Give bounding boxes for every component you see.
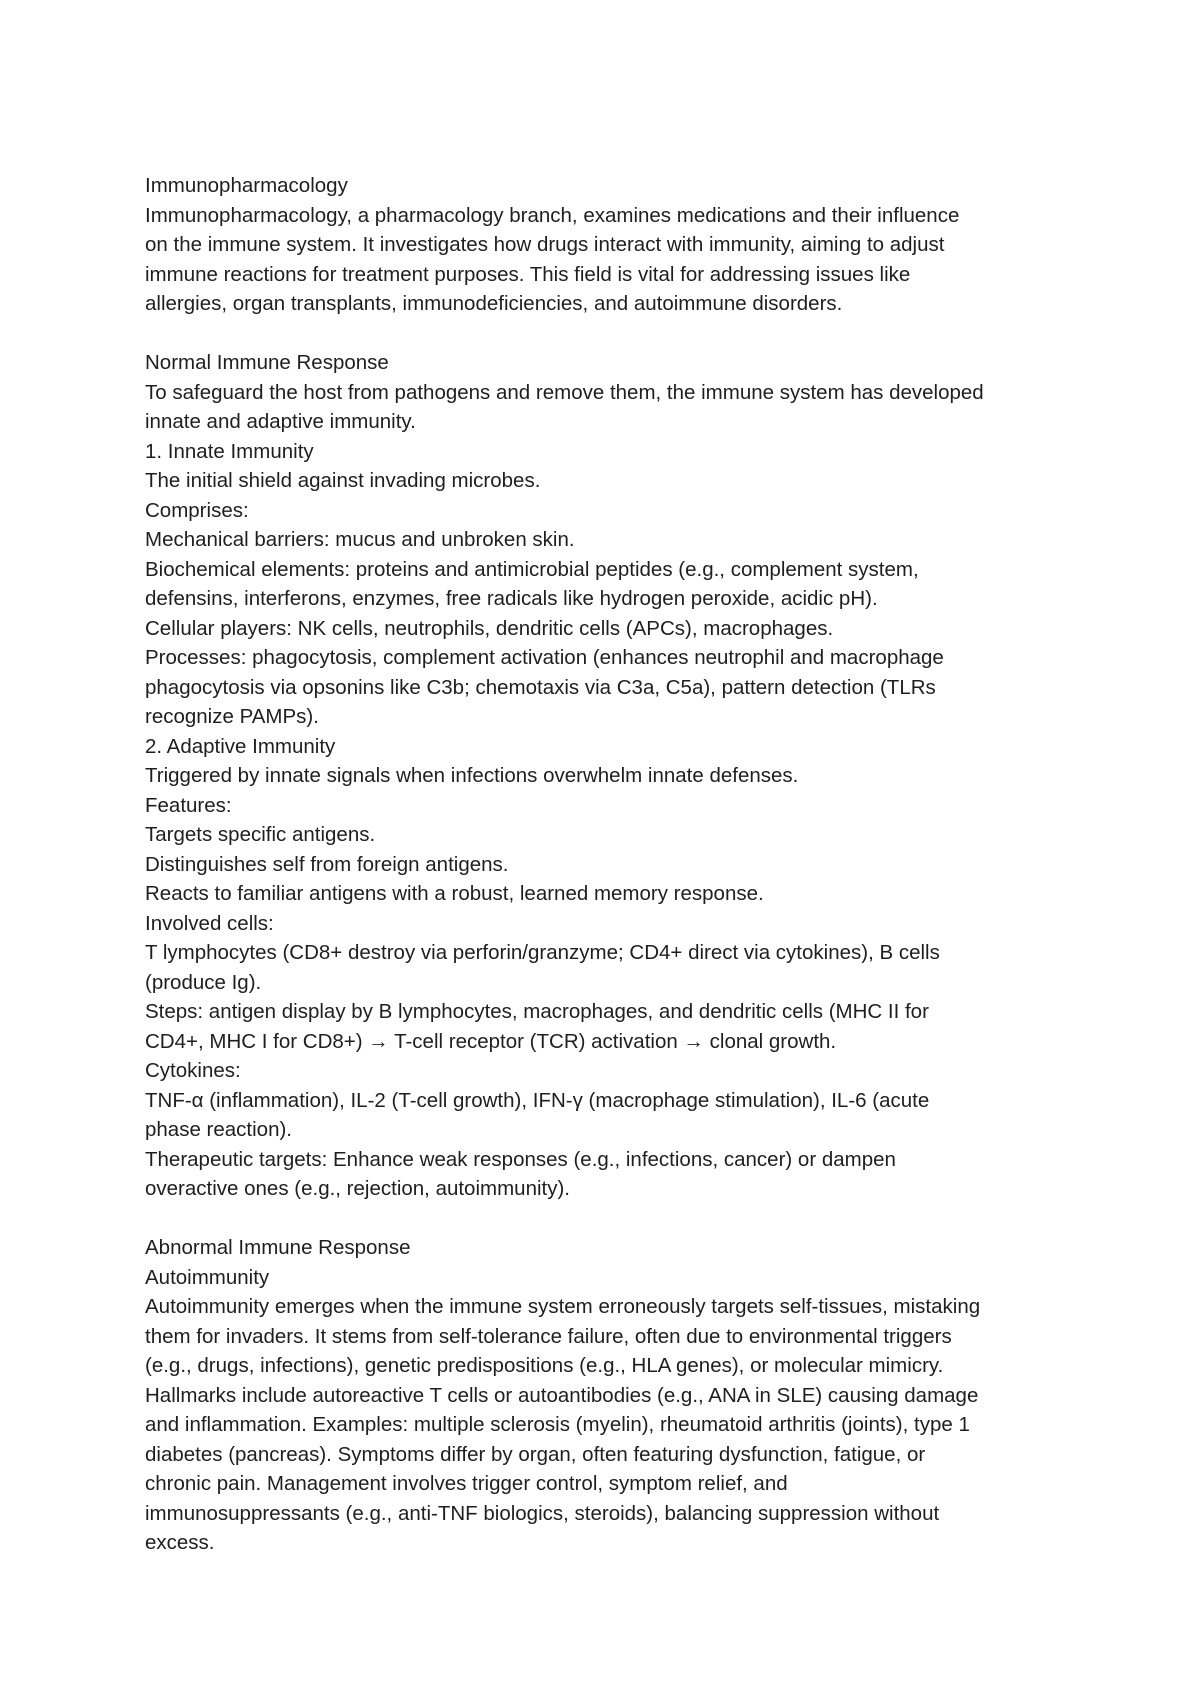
document-body	[145, 171, 1075, 1558]
paragraph-break	[145, 319, 1075, 349]
subheading-innate-immunity: 1. Innate Immunity	[145, 439, 314, 463]
text-line: The initial shield against invading microbes.	[145, 469, 541, 492]
text-line: Targets specific antigens.	[145, 823, 376, 846]
text-line: (e.g., drugs, infections), genetic predispositions (e.g., HLA genes), or molecular mimicry.	[145, 1354, 944, 1377]
text-line: Processes: phagocytosis, complement activation (enhances neutrophil and macrophage	[145, 646, 944, 669]
text-line: phagocytosis via opsonins like C3b; chemotaxis via C3a, C5a), pattern detection (TLRs	[145, 675, 936, 699]
text-line: Autoimmunity emerges when the immune system erroneously targets self-tissues, mistaking	[145, 1295, 981, 1318]
text-line: Comprises:	[145, 498, 249, 522]
text-line: recognize PAMPs).	[145, 705, 319, 728]
text-line: Cytokines:	[145, 1059, 241, 1082]
text-line: defensins, interferons, enzymes, free radicals like hydrogen peroxide, acidic pH).	[145, 587, 878, 610]
text-line: TNF-α (inflammation), IL-2 (T-cell growth), IFN-γ (macrophage stimulation), IL-6 (acute	[145, 1088, 930, 1112]
text-line: phase reaction).	[145, 1118, 293, 1141]
text-line: T lymphocytes (CD8+ destroy via perforin/granzyme; CD4+ direct via cytokines), B cells	[145, 941, 940, 964]
text-line: Cellular players: NK cells, neutrophils, dendritic cells (APCs), macrophages.	[145, 616, 834, 640]
text-line: Biochemical elements: proteins and antimicrobial peptides (e.g., complement system,	[145, 557, 919, 581]
section-heading-abnormal-immune-response: Abnormal Immune Response	[145, 1236, 411, 1259]
text-line: Steps: antigen display by B lymphocytes, macrophages, and dendritic cells (MHC II for	[145, 1000, 929, 1023]
text-line: Features:	[145, 793, 232, 817]
text-line: allergies, organ transplants, immunodeficiencies, and autoimmune disorders.	[145, 292, 843, 315]
text-line: Mechanical barriers: mucus and unbroken skin.	[145, 528, 575, 551]
text-line: on the immune system. It investigates how drugs interact with immunity, aiming to adjust	[145, 233, 945, 256]
text-line: excess.	[145, 1531, 215, 1554]
subheading-autoimmunity: Autoimmunity	[145, 1265, 270, 1289]
text-line: diabetes (pancreas). Symptoms differ by organ, often featuring dysfunction, fatigue, or	[145, 1442, 926, 1466]
paragraph-break	[145, 1204, 1075, 1234]
section-heading-normal-immune-response: Normal Immune Response	[145, 351, 389, 374]
text-line: Distinguishes self from foreign antigens.	[145, 852, 509, 876]
text-line: overactive ones (e.g., rejection, autoimmunity).	[145, 1177, 570, 1200]
text-line: Reacts to familiar antigens with a robust, learned memory response.	[145, 882, 764, 905]
text-line: immune reactions for treatment purposes. This field is vital for addressing issues like	[145, 262, 911, 286]
text-line: Immunopharmacology, a pharmacology branch, examines medications and their influence	[145, 203, 960, 227]
subheading-adaptive-immunity: 2. Adaptive Immunity	[145, 734, 336, 758]
text-line: immunosuppressants (e.g., anti-TNF biologics, steroids), balancing suppression without	[145, 1501, 940, 1525]
text-line: chronic pain. Management involves trigger control, symptom relief, and	[145, 1472, 788, 1495]
text-line: them for invaders. It stems from self-tolerance failure, often due to environmental triggers	[145, 1324, 952, 1348]
text-line: CD4+, MHC I for CD8+) → T-cell receptor (TCR) activation → clonal growth.	[145, 1029, 837, 1053]
text-line: and inflammation. Examples: multiple sclerosis (myelin), rheumatoid arthritis (joints), type 1	[145, 1413, 970, 1436]
text-line: Therapeutic targets: Enhance weak responses (e.g., infections, cancer) or dampen	[145, 1147, 896, 1171]
text-line: Triggered by innate signals when infections overwhelm innate defenses.	[145, 764, 799, 787]
document-title: Immunopharmacology	[145, 174, 348, 197]
text-line: innate and adaptive immunity.	[145, 410, 416, 433]
text-line: Hallmarks include autoreactive T cells or autoantibodies (e.g., ANA in SLE) causing damage	[145, 1383, 979, 1407]
text-line: (produce Ig).	[145, 970, 262, 994]
text-line: To safeguard the host from pathogens and remove them, the immune system has developed	[145, 380, 984, 404]
text-line: Involved cells:	[145, 911, 274, 935]
